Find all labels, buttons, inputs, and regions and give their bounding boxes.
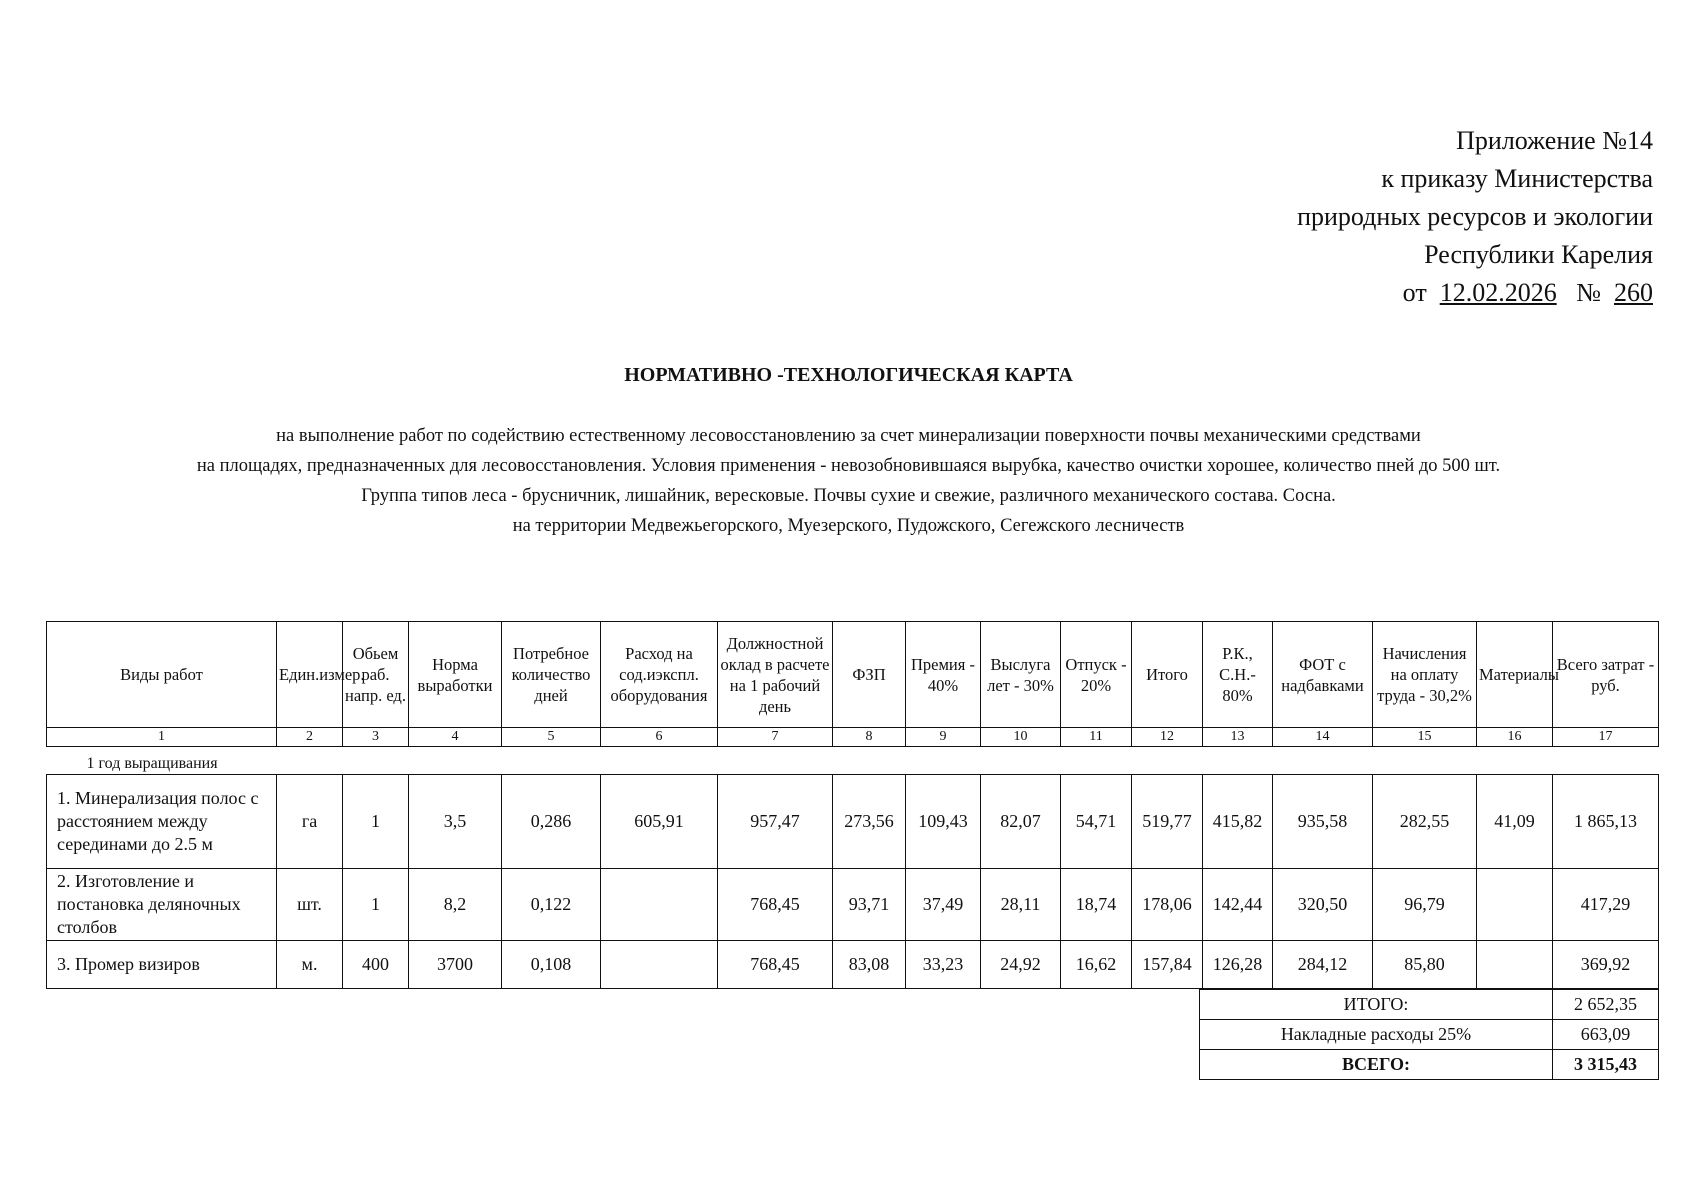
table-cell <box>1477 941 1553 989</box>
table-header-row <box>47 622 1659 728</box>
description-line: на выполнение работ по содействию естественному лесовосстановлению за счет минерализации поверхности почвы механическими средствами <box>276 426 1421 446</box>
column-header: Начисления на оплату труда - 30,2% <box>1373 622 1477 728</box>
table-cell: 320,50 <box>1273 869 1373 941</box>
column-header: Всего затрат - руб. <box>1553 622 1659 728</box>
table-row <box>47 869 1659 941</box>
column-number: 9 <box>906 728 981 747</box>
table-cell: 142,44 <box>1203 869 1273 941</box>
table-cell: 96,79 <box>1373 869 1477 941</box>
date-prefix: от <box>1402 278 1427 307</box>
order-number: 260 <box>1614 278 1653 307</box>
column-header: Обьем раб. напр. ед. <box>343 622 409 728</box>
table-cell: 28,11 <box>981 869 1061 941</box>
table-cell: 157,84 <box>1132 941 1203 989</box>
table-cell: 126,28 <box>1203 941 1273 989</box>
table-cell: 109,43 <box>906 775 981 869</box>
column-number: 11 <box>1061 728 1132 747</box>
table-cell: 24,92 <box>981 941 1061 989</box>
table-cell: м. <box>277 941 343 989</box>
description-line: Группа типов леса - брусничник, лишайник, вересковые. Почвы сухие и свежие, различного механического состава. Сосна. <box>361 486 1336 506</box>
itogo-value: 2 652,35 <box>1553 990 1659 1020</box>
table-cell <box>601 869 718 941</box>
column-number: 3 <box>343 728 409 747</box>
column-number: 4 <box>409 728 502 747</box>
document-description <box>0 421 1697 541</box>
table-cell: 1 <box>343 869 409 941</box>
column-header: Виды работ <box>47 622 277 728</box>
order-reference: к приказу Министерства <box>1381 164 1653 193</box>
column-number: 16 <box>1477 728 1553 747</box>
table-cell: 85,80 <box>1373 941 1477 989</box>
number-sign: № <box>1576 278 1601 307</box>
table-cell: 18,74 <box>1061 869 1132 941</box>
column-header: Расход на сод.иэкспл. оборудования <box>601 622 718 728</box>
column-header: Материалы <box>1477 622 1553 728</box>
table-cell: 16,62 <box>1061 941 1132 989</box>
table-row <box>47 775 1659 869</box>
table-cell: 3,5 <box>409 775 502 869</box>
table-cell <box>1477 869 1553 941</box>
section-label: 1 год выращивания <box>86 755 218 772</box>
document-title: НОРМАТИВНО -ТЕХНОЛОГИЧЕСКАЯ КАРТА <box>624 364 1073 386</box>
table-cell: га <box>277 775 343 869</box>
appendix-number: Приложение №14 <box>1456 126 1653 155</box>
column-number: 14 <box>1273 728 1373 747</box>
table-cell: 1 <box>343 775 409 869</box>
table-cell: 1 865,13 <box>1553 775 1659 869</box>
table-row <box>47 941 1659 989</box>
description-line: на площадях, предназначенных для лесовосстановления. Условия применения - невозобновившаяся вырубка, качество очистки хорошее, количество пней до 500 шт. <box>196 456 1501 476</box>
grand-total-label: ВСЕГО: <box>1200 1050 1553 1080</box>
table-cell: 33,23 <box>906 941 981 989</box>
ministry-name: природных ресурсов и экологии <box>1297 202 1653 231</box>
column-number: 15 <box>1373 728 1477 747</box>
column-number-row <box>47 728 1659 747</box>
table-cell: 93,71 <box>833 869 906 941</box>
table-cell: 415,82 <box>1203 775 1273 869</box>
table-cell: 41,09 <box>1477 775 1553 869</box>
order-date: 12.02.2026 <box>1439 278 1557 307</box>
overhead-value: 663,09 <box>1553 1020 1659 1050</box>
column-header: ФОТ с надбавками <box>1273 622 1373 728</box>
overhead-row <box>1200 1020 1659 1050</box>
column-header: Р.К., С.Н.- 80% <box>1203 622 1273 728</box>
work-type-cell: 2. Изготовление и постановка деляночных столбов <box>47 869 277 941</box>
appendix-header <box>953 122 1653 312</box>
table-cell: 284,12 <box>1273 941 1373 989</box>
table-cell: 957,47 <box>718 775 833 869</box>
column-number: 10 <box>981 728 1061 747</box>
column-number: 2 <box>277 728 343 747</box>
table-cell: 273,56 <box>833 775 906 869</box>
table-cell: 178,06 <box>1132 869 1203 941</box>
column-header: Норма выработки <box>409 622 502 728</box>
table-cell: 8,2 <box>409 869 502 941</box>
itogo-label: ИТОГО: <box>1200 990 1553 1020</box>
table-cell: 519,77 <box>1132 775 1203 869</box>
table-cell: 417,29 <box>1553 869 1659 941</box>
column-header: Итого <box>1132 622 1203 728</box>
column-header: Премия - 40% <box>906 622 981 728</box>
table-cell: шт. <box>277 869 343 941</box>
grand-total-value: 3 315,43 <box>1553 1050 1659 1080</box>
column-header: Един.измер. <box>277 622 343 728</box>
column-header: Должностной оклад в расчете на 1 рабочий день <box>718 622 833 728</box>
column-header: ФЗП <box>833 622 906 728</box>
table-cell: 0,108 <box>502 941 601 989</box>
order-date-line <box>953 274 1653 312</box>
table-cell: 768,45 <box>718 869 833 941</box>
work-type-cell: 3. Промер визиров <box>47 941 277 989</box>
table-cell: 82,07 <box>981 775 1061 869</box>
column-header: Потребное количество дней <box>502 622 601 728</box>
table-cell: 605,91 <box>601 775 718 869</box>
section-row <box>47 747 1659 775</box>
column-number: 12 <box>1132 728 1203 747</box>
itogo-row <box>1200 990 1659 1020</box>
table-cell <box>601 941 718 989</box>
column-number: 13 <box>1203 728 1273 747</box>
table-cell: 0,286 <box>502 775 601 869</box>
table-cell: 768,45 <box>718 941 833 989</box>
table-cell: 54,71 <box>1061 775 1132 869</box>
table-cell: 37,49 <box>906 869 981 941</box>
column-number: 17 <box>1553 728 1659 747</box>
table-cell: 83,08 <box>833 941 906 989</box>
column-header: Отпуск - 20% <box>1061 622 1132 728</box>
republic-name: Республики Карелия <box>1424 240 1653 269</box>
cost-table <box>46 621 1659 989</box>
table-cell: 0,122 <box>502 869 601 941</box>
overhead-label: Накладные расходы 25% <box>1200 1020 1553 1050</box>
column-number: 1 <box>47 728 277 747</box>
column-number: 5 <box>502 728 601 747</box>
column-number: 7 <box>718 728 833 747</box>
grand-total-row <box>1200 1050 1659 1080</box>
column-number: 8 <box>833 728 906 747</box>
table-cell: 3700 <box>409 941 502 989</box>
table-cell: 369,92 <box>1553 941 1659 989</box>
table-cell: 400 <box>343 941 409 989</box>
table-cell: 282,55 <box>1373 775 1477 869</box>
column-header: Выслуга лет - 30% <box>981 622 1061 728</box>
column-number: 6 <box>601 728 718 747</box>
totals-table <box>1199 989 1659 1080</box>
table-cell: 935,58 <box>1273 775 1373 869</box>
description-line: на территории Медвежьегорского, Муезерского, Пудожского, Сегежского лесничеств <box>512 516 1185 536</box>
work-type-cell: 1. Минерализация полос с расстоянием между серединами до 2.5 м <box>47 775 277 869</box>
